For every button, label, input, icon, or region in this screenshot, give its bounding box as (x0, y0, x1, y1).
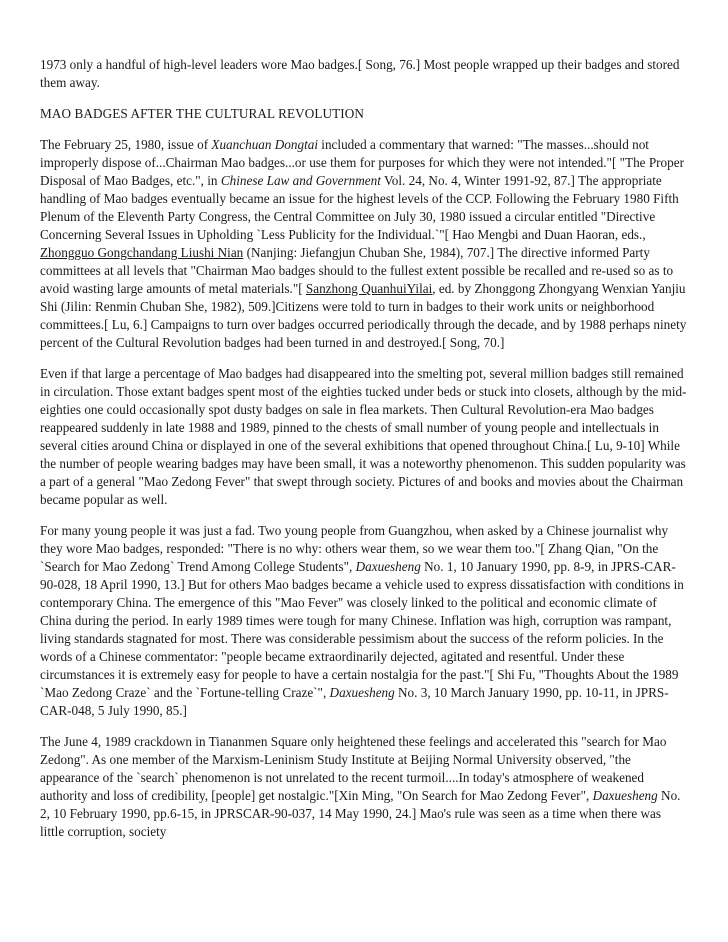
publication-title: Daxuesheng (592, 788, 658, 803)
section-heading: MAO BADGES AFTER THE CULTURAL REVOLUTION (40, 106, 365, 121)
citation-link[interactable]: Sanzhong QuanhuiYilai (305, 281, 433, 296)
paragraph-1980-directive: The February 25, 1980, issue of Xuanchuan Dongtai included a commentary that warned: "The masses...should not improperly dispose of...Chairman Mao badges...or use them for purposes for which they were not intended."[ "The Proper Disposal of Mao Badges, etc.", in Chinese Law and Government Vol. 24, No. 4, Winter 1991-92, 87.] The appropriate handling of Mao badges eventually became an issue for the highest levels of the CCP. Following the February 1980 Fifth Plenum of the Eleventh Party Congress, the Central Committee on July 30, 1980 issued a circular entitled "Directive Concerning Several Issues in Upholding `Less Publicity for the Individual.`"[ Hao Mengbi and Duan Haoran, eds., Zhongguo Gongchandang Liushi Nian (Nanjing: Jiefangjun Chuban She, 1984), 707.] The directive informed Party committees at all levels that "Chairman Mao badges should to the fullest extent possible be recalled and re-used so as to avoid wasting large amounts of metal materials."[ Sanzhong QuanhuiYilai, ed. by Zhonggong Zhongyang Wenxian Yanjiu Shi (Jilin: Renmin Chuban She, 1982), 509.]Citizens were told to turn in badges to their work units or neighborhood committees.[ Lu, 6.] Campaigns to turn over badges occurred periodically through the decade, and by 1988 perhaps ninety percent of the Cultural Revolution badges had been turned in and destroyed.[ Song, 70.] (40, 137, 687, 350)
paragraph-badge-revival: Even if that large a percentage of Mao badges had disappeared into the smelting pot, several million badges still remained in circulation. Those extant badges spent most of the eighties tucked under beds or stuck into closets, although by the mid-eighties one could occasionally spot dusty badges on sale in flea markets. Then Cultural Revolution-era Mao badges reappeared suddenly in late 1988 and 1989, pinned to the chests of small number of young people and intellectuals in several cities around China or displayed in one of the several exhibitions that opened throughout China.[ Lu, 9-10] While the number of people wearing badges may have been small, it was a noteworthy phenomenon. This sudden popularity was a part of a general "Mao Zedong Fever" that swept through society. Pictures of and books and movies about the Chairman became popular as well. (40, 366, 687, 507)
publication-title: Xuanchuan Dongtai (211, 137, 318, 152)
citation-link[interactable]: Zhongguo Gongchandang Liushi Nian (40, 245, 244, 260)
publication-title: Chinese Law and Government (220, 173, 381, 188)
paragraph-tiananmen: The June 4, 1989 crackdown in Tiananmen Square only heightened these feelings and accelerated this "search for Mao Zedong". As one member of the Marxism-Leninism Study Institute at Beijing Normal University observed, "the appearance of the `search` phenomenon is not unrelated to the recent turmoil....In today's atmosphere of weakened authority and loss of credibility, [people] get nostalgic."[Xin Ming, "On Search for Mao Zedong Fever", Daxuesheng No. 2, 10 February 1990, pp.6-15, in JPRSCAR-90-037, 14 May 1990, 24.] Mao's rule was seen as a time when there was little corruption, society (40, 734, 681, 839)
publication-title: Daxuesheng (329, 685, 395, 700)
document-page (40, 56, 688, 854)
publication-title: Daxuesheng (355, 559, 421, 574)
paragraph-mao-fever: For many young people it was just a fad. Two young people from Guangzhou, when asked by a Chinese journalist why they wore Mao badges, responded: "There is no why: others wear them, so we wear them too."[ Zhang Qian, "On the `Search for Mao Zedong` Trend Among College Students", Daxuesheng No. 1, 10 January 1990, pp. 8-9, in JPRS-CAR-90-028, 18 April 1990, 13.] But for others Mao badges became a vehicle used to express dissatisfaction with conditions in contemporary China. The emergence of this "Mao Fever" was closely linked to the political and economic climate of China during the period. In early 1989 times were tough for many Chinese. Inflation was high, corruption was rampant, living standards stagnated for most. There was considerable pessimism about the success of the reform policies. In the words of a Chinese commentator: "people became extraordinarily dejected, agitated and resentful. Under these circumstances it is extremely easy for people to have a certain nostalgia for the past."[ Shi Fu, "Thoughts About the 1989 `Mao Zedong Craze` and the `Fortune-telling Craze`", Daxuesheng No. 3, 10 March January 1990, pp. 10-11, in JPRS-CAR-048, 5 July 1990, 85.] (40, 523, 684, 718)
paragraph-intro: 1973 only a handful of high-level leaders wore Mao badges.[ Song, 76.] Most people wrapped up their badges and stored them away. (40, 57, 680, 90)
